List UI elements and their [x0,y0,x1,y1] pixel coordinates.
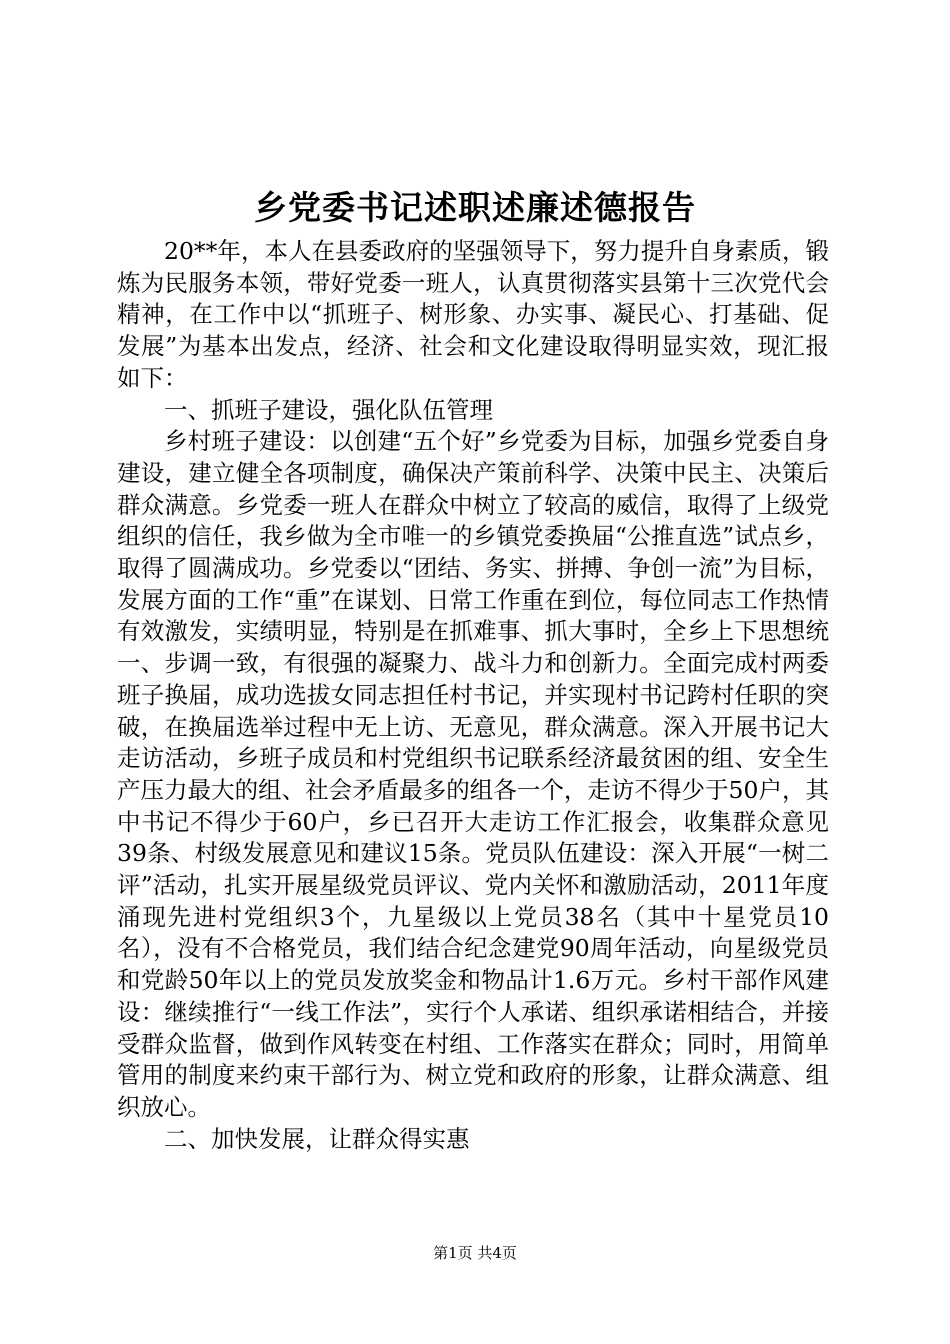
section-1-paragraph: 乡村班子建设：以创建“五个好”乡党委为目标，加强乡党委自身建设，建立健全各项制度，确保决产策前科学、决策中民主、决策后群众满意。乡党委一班人在群众中树立了较高的威信，取得了上级党组织的信任，我乡做为全市唯一的乡镇党委换届“公推直选”试点乡，取得了圆满成功。乡党委以“团结、务实、拼搏、争创一流”为目标，发展方面的工作“重”在谋划、日常工作重在到位，每位同志工作热情有效激发，实绩明显，特别是在抓难事、抓大事时，全乡上下思想统一、步调一致，有很强的凝聚力、战斗力和创新力。全面完成村两委班子换届，成功选拔女同志担任村书记，并实现村书记跨村任职的突破，在换届选举过程中无上访、无意见，群众满意。深入开展书记大走访活动，乡班子成员和村党组织书记联系经济最贫困的组、安全生产压力最大的组、社会矛盾最多的组各一个，走访不得少于50户，其中书记不得少于60户，乡已召开大走访工作汇报会，收集群众意见39条、村级发展意见和建议15条。党员队伍建设：深入开展“一树二评”活动，扎实开展星级党员评议、党内关怀和激励活动，2011年度涌现先进村党组织3个，九星级以上党员38名（其中十星党员10名），没有不合格党员，我们结合纪念建党90周年活动，向星级党员和党龄50年以上的党员发放奖金和物品计1.6万元。乡村干部作风建设：继续推行“一线工作法”，实行个人承诺、组织承诺相结合，并接受群众监督，做到作风转变在村组、工作落实在群众；同时，用简单管用的制度来约束干部行为、树立党和政府的形象，让群众满意、组织放心。 [117,427,829,1121]
section-heading-2: 二、加快发展，让群众得实惠 [164,1124,470,1153]
intro-paragraph: 20**年，本人在县委政府的坚强领导下，努力提升自身素质，锻炼为民服务本领，带好党委一班人，认真贯彻落实县第十三次党代会精神，在工作中以“抓班子、树形象、办实事、凝民心、打基础、促发展”为基本出发点，经济、社会和文化建设取得明显实效，现汇报如下： [117,237,829,392]
document-title: 乡党委书记述职述廉述德报告 [254,188,696,227]
page-number-footer: 第1页 共4页 [433,1244,517,1262]
document-body [117,236,829,1155]
section-heading-1: 一、抓班子建设，强化队伍管理 [164,395,493,424]
